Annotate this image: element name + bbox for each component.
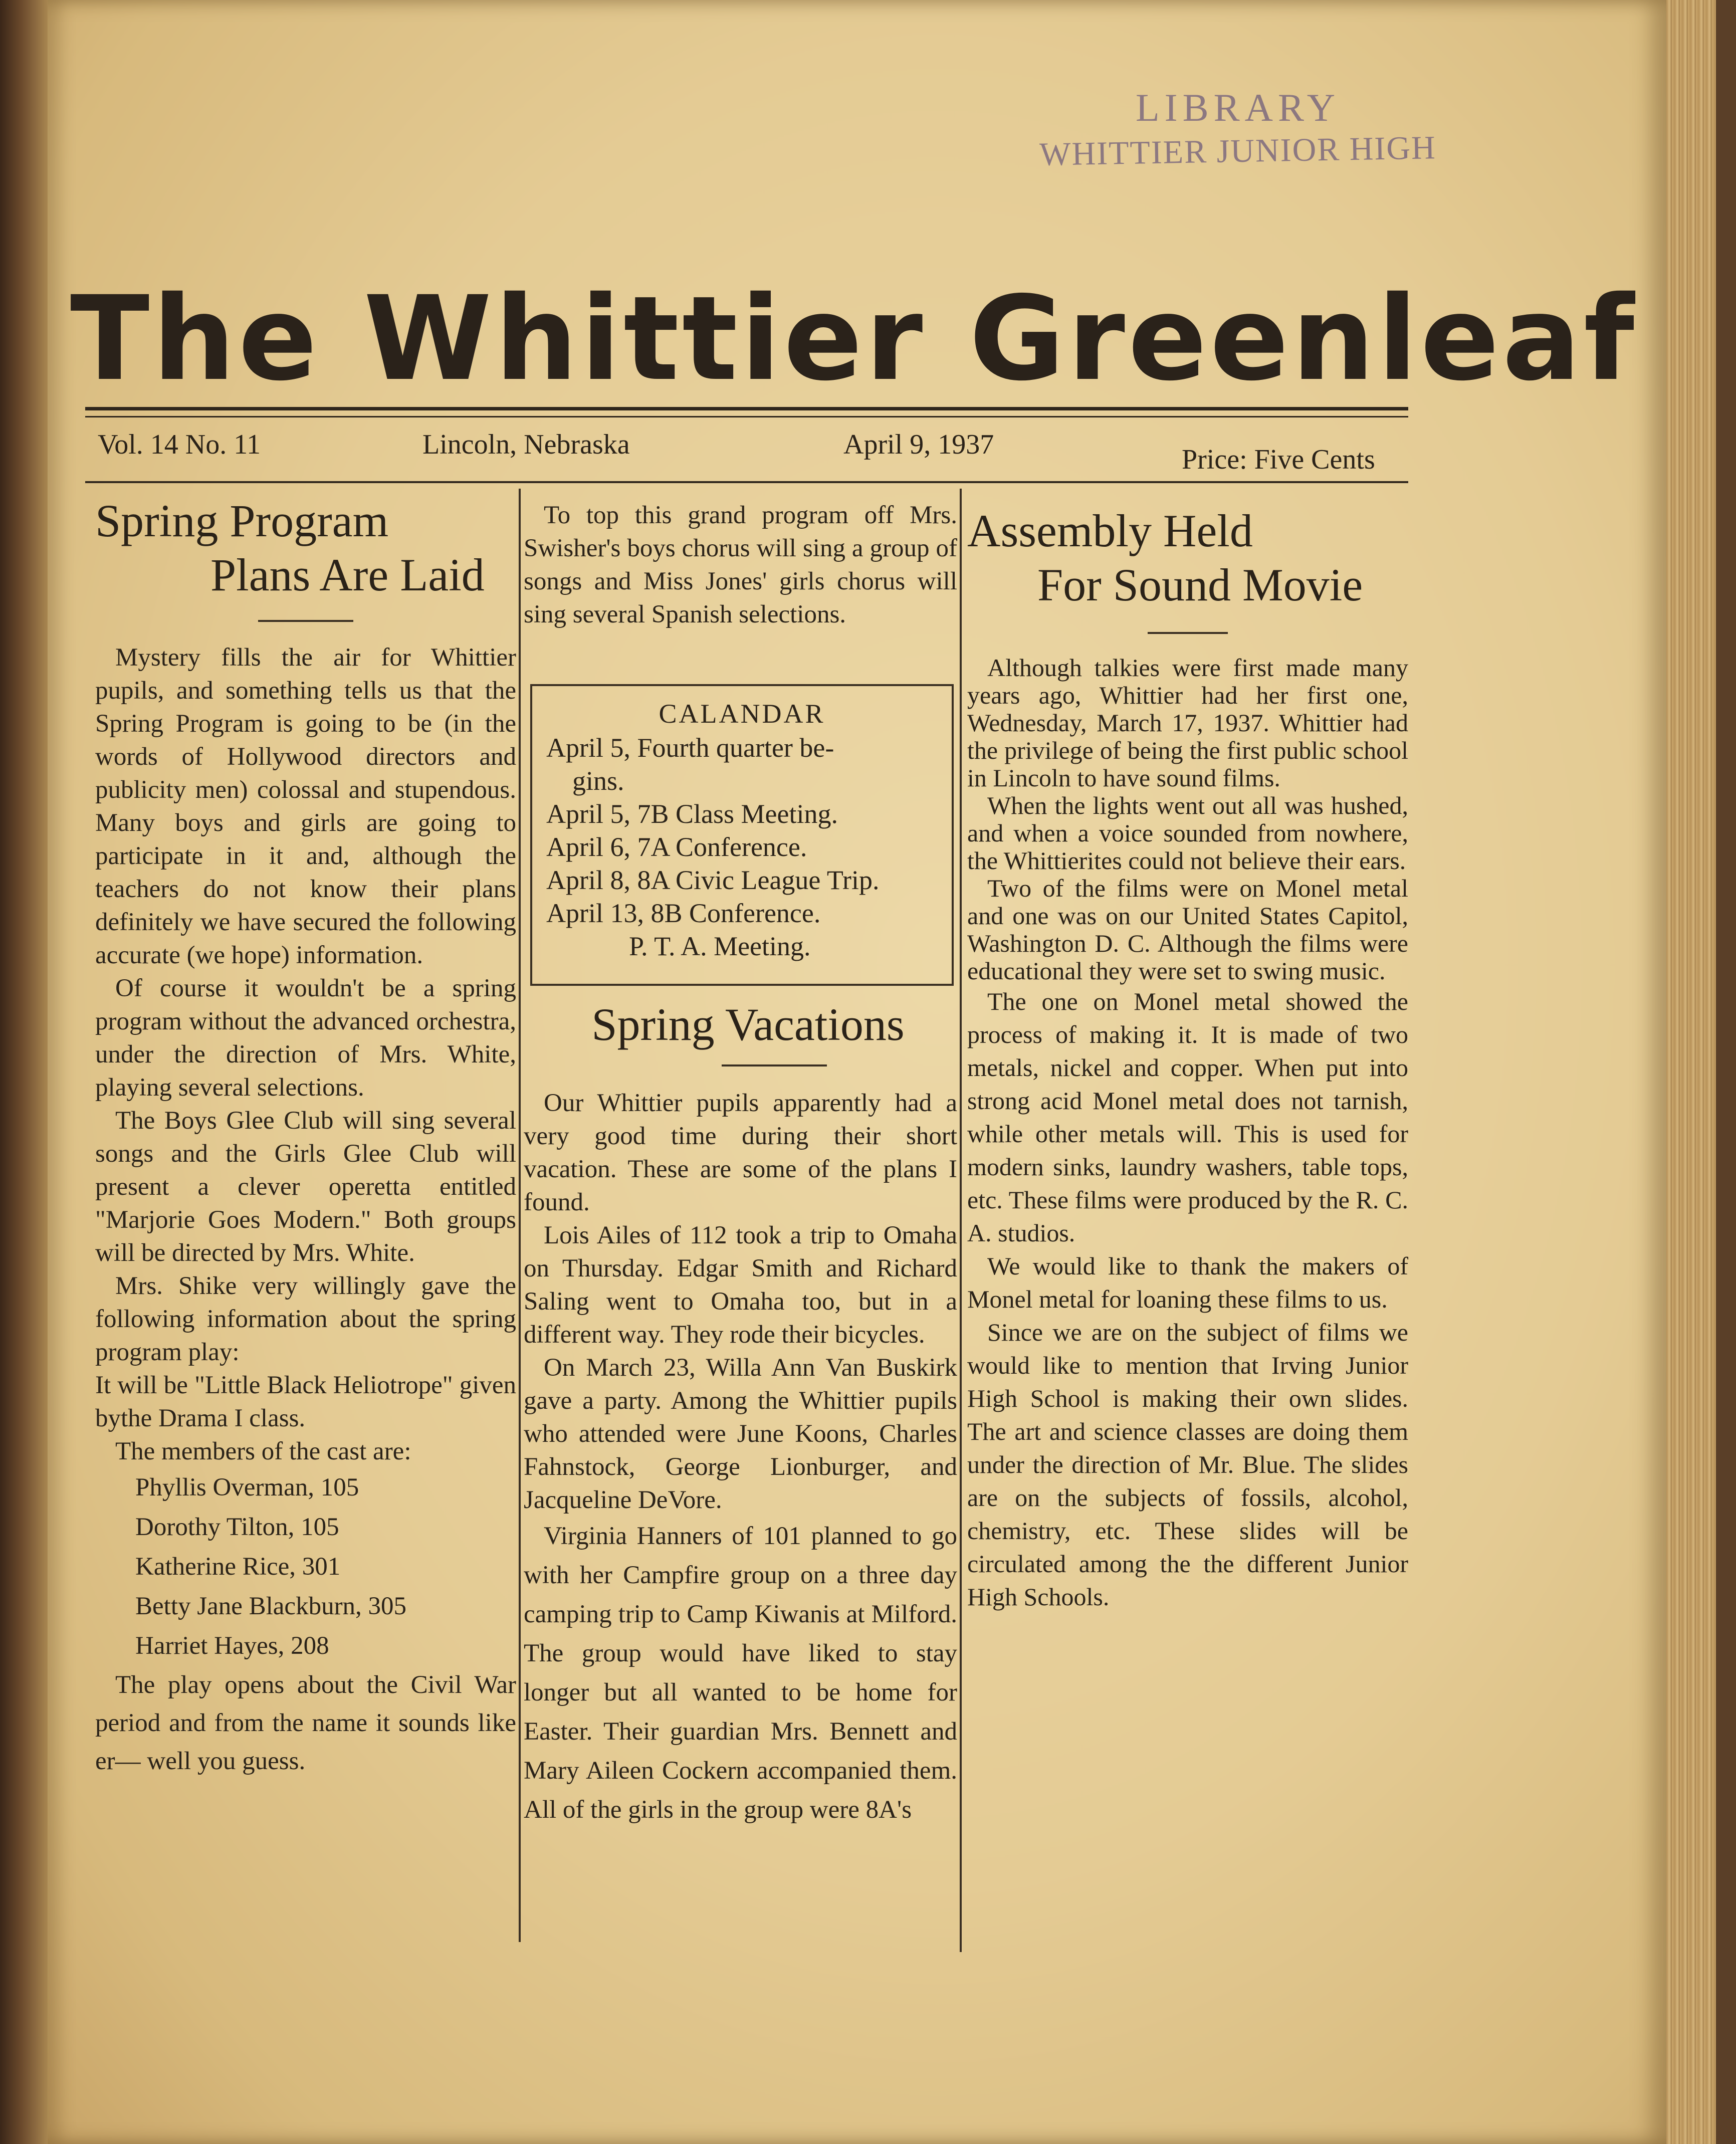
paragraph: Mystery fills the air for Whittier pupils, and something tells us that the Spring Program is going to be (in the words of Hollywood directors and publicity men) colossal and stupendous. Many boys and girls are going to participate in it and, although the teachers do not know their plans definitely we have secured the following accurate (we hope) information. <box>95 644 516 969</box>
cast-member: Harriet Hayes, 208 <box>135 1632 329 1660</box>
library-stamp <box>997 85 1478 173</box>
issue-price: Price: Five Cents <box>1182 444 1375 475</box>
dateline-rule <box>85 481 1408 483</box>
headline-line: For Sound Movie <box>1037 559 1363 610</box>
page-edges <box>1656 0 1736 2144</box>
paragraph: The members of the cast are: <box>115 1437 411 1465</box>
paragraph: It will be "Little Black Heliotrope" given bythe Drama I class. <box>95 1371 516 1432</box>
paragraph: Virginia Hanners of 101 planned to go with her Campfire group on a three day camping trip to Camp Kiwanis at Milford. The group would have liked to stay longer but all wanted to be home for Easter. Their guardian Mrs. Bennett and Mary Aileen Cockern accompanied them. All of the girls in the group were 8A's <box>524 1522 957 1824</box>
calendar-entry: April 13, 8B Conference. <box>546 898 821 928</box>
cast-member: Phyllis Overman, 105 <box>135 1473 359 1502</box>
paragraph: Mrs. Shike very willingly gave the following information about the spring program play: <box>95 1272 516 1366</box>
calendar-entry: gins. <box>572 766 624 796</box>
cast-member: Dorothy Tilton, 105 <box>135 1513 339 1541</box>
headline-line: Plans Are Laid <box>210 549 485 600</box>
headline-line: Assembly Held <box>967 505 1253 556</box>
city-line: Lincoln, Nebraska <box>422 429 630 460</box>
newspaper-title: The Whittier Greenleaf <box>70 271 1638 406</box>
column-middle <box>524 499 957 631</box>
calendar-box <box>530 684 954 986</box>
headline-rule <box>1148 632 1228 634</box>
paragraph: The one on Monel metal showed the process of making it. It is made of two metals, nickel and copper. When put into strong acid Monel metal does not tarnish, while other metals will. This is used for modern sinks, laundry washers, table tops, etc. These films were produced by the R. C. A. studios. <box>967 987 1408 1247</box>
calendar-entry: April 8, 8A Civic League Trip. <box>546 865 880 895</box>
masthead-rule-thin <box>85 416 1408 417</box>
calendar-entry: P. T. A. Meeting. <box>629 931 811 961</box>
headline-rule <box>258 620 353 622</box>
paragraph: Since we are on the subject of films we would like to mention that Irving Junior High School is making their own slides. The art and science classes are doing them under the direction of Mr. Blue. The slides are on the subjects of fossils, alcohol, chemistry, etc. These slides will be circulated among the the different Junior High Schools. <box>967 1318 1408 1611</box>
headline-rule <box>722 1064 827 1066</box>
paragraph: We would like to thank the makers of Monel metal for loaning these films to us. <box>967 1252 1408 1313</box>
book-spine <box>0 0 48 2144</box>
paragraph: On March 23, Willa Ann Van Buskirk gave a party. Among the Whittier pupils who attended were June Koons, Charles Fahnstock, George Lionburger, and Jacqueline DeVore. <box>524 1354 957 1514</box>
headline-spring-program <box>95 494 516 602</box>
paragraph: The Boys Glee Club will sing several songs and the Girls Glee Club will present a clever operetta entitled "Marjorie Goes Modern." Both groups will be directed by Mrs. White. <box>95 1107 516 1267</box>
paragraph: Although talkies were first made many years ago, Whittier had her first one, Wednesday, March 17, 1937. Whittier had the privilege of being the first public school in Lincoln to have sound films. <box>967 654 1408 792</box>
calendar-title: CALANDAR <box>659 699 825 729</box>
volume-number: Vol. 14 No. 11 <box>98 429 261 460</box>
issue-date: April 9, 1937 <box>843 429 994 460</box>
paragraph: Of course it wouldn't be a spring program without the advanced orchestra, under the direction of Mrs. White, playing several selections. <box>95 974 516 1102</box>
calendar-entry: April 5, Fourth quarter be- <box>546 733 834 763</box>
paragraph: Two of the films were on Monel metal and one was on our United States Capitol, Washington D. C. Although the films were educational they were set to swing music. <box>967 874 1408 985</box>
headline-spring-vacations: Spring Vacations <box>591 999 905 1050</box>
paragraph: Our Whittier pupils apparently had a very good time during their short vacation. These are some of the plans I found. <box>524 1089 957 1216</box>
stamp-line-1: LIBRARY <box>1135 86 1341 129</box>
paragraph: When the lights went out all was hushed, and when a voice sounded from nowhere, the Whittierites could not believe their ears. <box>967 791 1408 875</box>
calendar-entry: April 5, 7B Class Meeting. <box>546 799 838 829</box>
paragraph: Lois Ailes of 112 took a trip to Omaha on Thursday. Edgar Smith and Richard Saling went to Omaha too, but in a different way. They rode their bicycles. <box>524 1221 957 1349</box>
paragraph: To top this grand program off Mrs. Swisher's boys chorus will sing a group of songs and Miss Jones' girls chorus will sing several Spanish selections. <box>524 501 957 628</box>
cast-list <box>95 1468 516 1666</box>
cast-member: Betty Jane Blackburn, 305 <box>135 1592 407 1620</box>
headline-assembly <box>967 504 1408 612</box>
headline-line: Spring Program <box>95 495 389 546</box>
calendar-entry: April 6, 7A Conference. <box>546 832 807 862</box>
paragraph: The play opens about the Civil War period and from the name it sounds like er— well you guess. <box>95 1671 516 1775</box>
masthead-rule <box>85 407 1408 410</box>
stamp-line-2: WHITTIER JUNIOR HIGH <box>1039 129 1437 173</box>
column-divider <box>960 489 962 1952</box>
cast-member: Katherine Rice, 301 <box>135 1553 341 1581</box>
article-assembly-sound-movie <box>967 504 1408 1613</box>
article-spring-vacations <box>524 997 957 1829</box>
article-spring-program <box>95 494 516 1780</box>
column-divider <box>519 489 521 1942</box>
